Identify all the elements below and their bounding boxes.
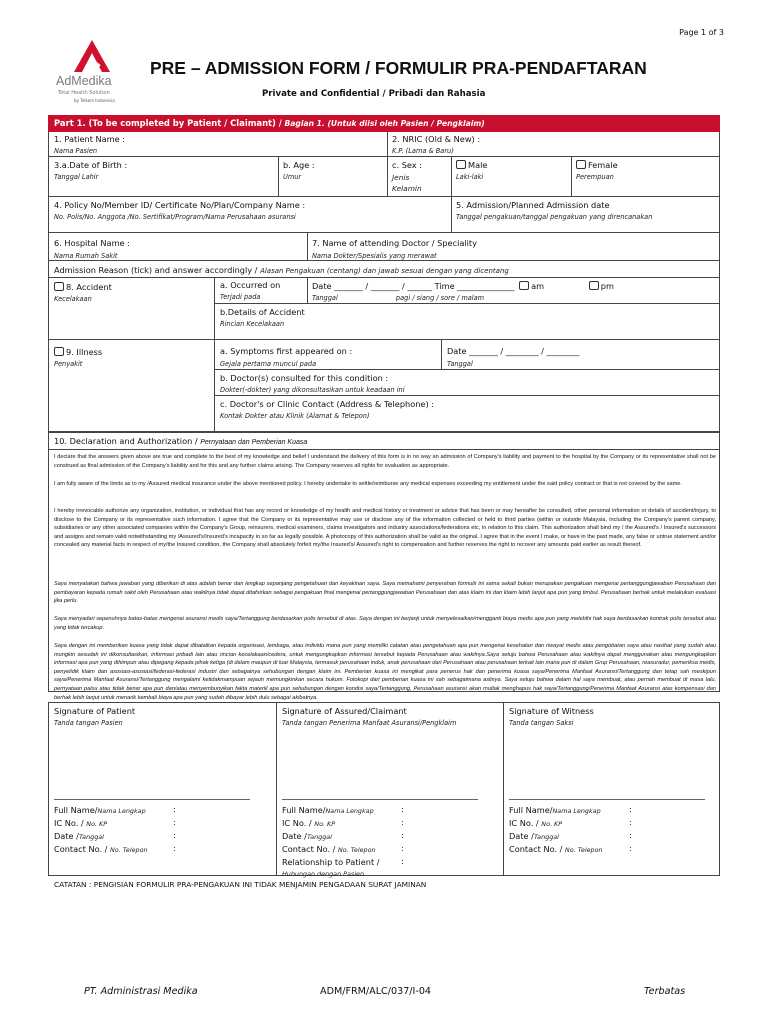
pm-checkbox[interactable] bbox=[589, 281, 599, 290]
assured-name-row[interactable] bbox=[282, 805, 374, 815]
doctor-label: 7. Name of attending Doctor / Speciality bbox=[312, 238, 477, 248]
divider bbox=[441, 339, 442, 369]
colon: : bbox=[629, 805, 632, 814]
divider bbox=[571, 156, 572, 196]
accident-time-sub: pagi / siang / sore / malam bbox=[395, 294, 485, 302]
sex-field bbox=[392, 160, 422, 193]
divider bbox=[451, 196, 452, 232]
occurred-on-field[interactable] bbox=[220, 280, 280, 301]
contact-id: No. Telepon bbox=[338, 846, 376, 854]
page-title: PRE – ADMISSION FORM / FORMULIR PRA-PENDAFTARAN bbox=[150, 58, 647, 78]
admission-date-field[interactable] bbox=[456, 200, 652, 221]
divider bbox=[48, 339, 720, 340]
dob-sub: Tanggal Lahir bbox=[54, 173, 99, 181]
sex-sub-1: Jenis bbox=[392, 173, 410, 182]
colon: : bbox=[173, 805, 176, 814]
witness-contact-row[interactable] bbox=[509, 844, 603, 854]
part1-id: Bagian 1. (Untuk diisi oleh Pasien / Pengklaim) bbox=[284, 119, 485, 128]
signature-frame bbox=[48, 702, 720, 876]
colon: : bbox=[173, 844, 176, 853]
female-label: Female bbox=[588, 160, 618, 170]
symptoms-date-field[interactable] bbox=[447, 346, 579, 368]
occurred-on-sub: Terjadi pada bbox=[220, 293, 261, 301]
date-en: Date / bbox=[509, 831, 534, 841]
page-subtitle: Private and Confidential / Pribadi dan Rahasia bbox=[262, 89, 486, 99]
contact-en: Contact No. / bbox=[509, 844, 563, 854]
divider bbox=[214, 277, 215, 339]
divider bbox=[387, 132, 388, 156]
assured-signature-title: Signature of Assured/Claimant bbox=[282, 706, 407, 716]
policy-label: 4. Policy No/Member ID/ Certificate No/Plan/Company Name : bbox=[54, 200, 306, 210]
nric-label: 2. NRIC (Old & New) : bbox=[392, 134, 481, 144]
admedika-logo bbox=[56, 40, 128, 106]
declaration-paragraph: Saya dengan ini memberikan kuasa yang tidak dapat dibatalkan kepada organisasi, lembaga, atau individu mana pun yang memiliki catatan atau pengetahuan apa pun mengenai kesehatan dan riwayat medis atau pengobatan saya atau nasihat yang sudah atau mungkin sesudah ini dikonsultasikan, informasi pribadi lain atau rincian kecelakaan/cedera, untuk mengungkapkan informasi tersebut kepada Perusahaan atau wakilnya.Saya setuju bahwa Perusahaan atau wakilnya dapat menggunakan atau mengungkapkan informasi apa pun yang dihimpun atau dipegang kepada pihak ketiga (di dalam maupun di luar Malaysia, termasuk perusahaan induk, anak perusahaan dari Perusahaan atau perusahaan terkait lain mana pun di dalam Grup Perusahaan, reasuradur, pemeriksa medis, penyelidik klaim dan asosiasi-asosiasi/federasi-federasi industri dan sebagainya sehubungan dengan klaim ini. Pemberian kuasa ini mengikat para penerus hak dan penerima kuasa saya/Penerima Manfaat Asuransi/Tertanggung dan tetap sah meskipun saya/Penerima Manfaat Asuransi/Tertanggung mengalami ketidakmampuan sejauh memungkinkan secara hukum. Fotokopi dari pemberian kuasa ini sah sebagaimana aslinya. Saya setuju bahwa dalam hal saya membuat, atau pernah membuat di masa lalu, pernyataan palsu atau tidak benar apa pun dan/atau menyembunyikan fakta materiil apa pun sehubungan dengan kondisi saya/Tertanggung, Perusahaan asuransi akan mutlak menghapus hak saya/Tertanggung/Penerima Manfaat Asuransi atas kompensasi dan berhak lebih lanjut untuk menarik kembali biaya apa pun yang sudah dibayar lebih dulu sebagai akibatnya. bbox=[54, 643, 716, 701]
accident-datetime-field[interactable] bbox=[312, 281, 712, 302]
witness-signature-block[interactable] bbox=[509, 706, 594, 727]
divider bbox=[48, 232, 720, 233]
divider bbox=[48, 277, 720, 278]
accident-date-sub: Tanggal bbox=[312, 294, 338, 302]
dob-label: 3.a.Date of Birth : bbox=[54, 160, 128, 170]
declaration-paragraph: Saya menyadari sepenuhnya batas-batas mengenai asuransi medis saya/Tertanggung berdasarkan polis tersebut di atas. Saya dengan ini berjanji untuk menyelesaikan/mengganti biaya medis apa pun yang melebihi hak saya berdasarkan kontrak polis tersebut atau yang tidak tercakup. bbox=[54, 616, 716, 631]
declaration-en: 10. Declaration and Authorization / bbox=[54, 436, 198, 446]
age-label: b. Age : bbox=[283, 160, 315, 170]
patient-signature-sub: Tanda tangan Pasien bbox=[54, 719, 123, 727]
female-sub: Perempuan bbox=[576, 173, 614, 181]
male-option[interactable] bbox=[456, 160, 487, 181]
footer-code: ADM/FRM/ALC/037/I-04 bbox=[320, 986, 432, 997]
divider bbox=[276, 702, 277, 876]
accident-sub: Kecelakaan bbox=[54, 295, 92, 303]
hospital-label: 6. Hospital Name : bbox=[54, 238, 130, 248]
occurred-on-label: a. Occurred on bbox=[220, 280, 281, 290]
divider bbox=[214, 369, 720, 370]
symptoms-date-sub: Tanggal bbox=[447, 360, 473, 368]
declaration-paragraph: Saya menyatakan bahwa jawaban yang diberikan di atas adalah benar dan lengkap sepanjang pengetahuan dan keyakinan saya. Saya memahami penyerahan formulir ini sama sekali bukan merupakan pengakuan mengenai pertanggungjawaban Perusahaan dan pembayaran kepada rumah sakit oleh Perusahaan atau wakilnya tidak dapat ditafsirkan sebagai pengakuan final mengenai pertanggungjawaban Perusahaan dan atas klaim ini dan klaim lebih lanjut apa pun yang timbul. Perusahaan berhak untuk melakukan evaluasi jika perlu. bbox=[54, 581, 716, 605]
name-en: Full Name/ bbox=[509, 805, 553, 815]
ic-id: No. KP bbox=[541, 820, 563, 828]
age-sub: Umur bbox=[283, 173, 302, 181]
ic-id: No. KP bbox=[86, 820, 108, 828]
admission-date-label: 5. Admission/Planned Admission date bbox=[456, 200, 610, 210]
symptoms-label: a. Symptoms first appeared on : bbox=[220, 346, 353, 356]
accident-date-line: Date _______ / _______ / ______ Time ______________ bbox=[312, 281, 515, 291]
divider bbox=[451, 156, 452, 196]
part1-header bbox=[48, 115, 720, 132]
accident-details-sub: Rincian Kecelakaan bbox=[220, 320, 285, 328]
symptoms-field[interactable] bbox=[220, 346, 352, 368]
name-id: Nama Lengkap bbox=[325, 807, 374, 815]
accident-checkbox[interactable] bbox=[54, 282, 64, 291]
divider bbox=[48, 260, 720, 261]
ic-id: No. KP bbox=[314, 820, 336, 828]
witness-name-row[interactable] bbox=[509, 805, 601, 815]
illness-label: 9. Illness bbox=[66, 347, 103, 357]
hospital-field[interactable] bbox=[54, 238, 130, 260]
doctors-consulted-field[interactable] bbox=[220, 373, 405, 394]
witness-signature-title: Signature of Witness bbox=[509, 706, 594, 716]
illness-option[interactable] bbox=[54, 347, 102, 368]
female-option[interactable] bbox=[576, 160, 618, 181]
divider bbox=[48, 196, 720, 197]
colon: : bbox=[401, 857, 404, 866]
am-checkbox[interactable] bbox=[519, 281, 529, 290]
assured-contact-row[interactable] bbox=[282, 844, 376, 854]
date-en: Date / bbox=[282, 831, 307, 841]
accident-details-label: b.Details of Accident bbox=[220, 307, 305, 317]
accident-option[interactable] bbox=[54, 282, 112, 303]
relationship-id: Hubungan dengan Pasien bbox=[282, 870, 365, 878]
male-checkbox[interactable] bbox=[456, 160, 466, 169]
footer-classification: Terbatas bbox=[644, 986, 686, 997]
note-text: CATATAN : PENGISIAN FORMULIR PRA-PENGAKUAN INI TIDAK MENJAMIN PENGADAAN SURAT JAMINAN bbox=[54, 880, 427, 889]
colon: : bbox=[629, 818, 632, 827]
sex-sub-2: Kelamin bbox=[392, 184, 422, 193]
patient-ic-row[interactable] bbox=[54, 818, 107, 828]
logo-brand: AdMedika bbox=[56, 74, 112, 88]
date-en: Date / bbox=[54, 831, 79, 841]
doctors-consulted-sub: Dokter(-dokter) yang dikonsultasikan untuk keadaan ini bbox=[220, 386, 405, 394]
date-id: Tanggal bbox=[78, 833, 104, 841]
symptoms-sub: Gejala pertama muncul pada bbox=[220, 360, 317, 368]
contact-en: Contact No. / bbox=[282, 844, 336, 854]
relationship-en: Relationship to Patient / bbox=[282, 857, 380, 867]
declaration-id: Pernyataan dan Pemberian Kuasa bbox=[200, 439, 308, 446]
patient-name-row[interactable] bbox=[54, 805, 146, 815]
divider bbox=[214, 395, 720, 396]
ic-en: IC No. / bbox=[54, 818, 84, 828]
admission-reason bbox=[54, 265, 509, 275]
dob-field[interactable] bbox=[54, 160, 127, 181]
divider bbox=[214, 339, 215, 431]
witness-signature-sub: Tanda tangan Saksi bbox=[509, 719, 574, 727]
female-checkbox[interactable] bbox=[576, 160, 586, 169]
contact-en: Contact No. / bbox=[54, 844, 108, 854]
divider bbox=[503, 702, 504, 876]
divider bbox=[214, 303, 720, 304]
colon: : bbox=[173, 831, 176, 840]
page-number: Page 1 of 3 bbox=[679, 28, 724, 37]
ic-en: IC No. / bbox=[282, 818, 312, 828]
patient-name-label: 1. Patient Name : bbox=[54, 134, 126, 144]
age-field[interactable] bbox=[283, 160, 315, 181]
illness-checkbox[interactable] bbox=[54, 347, 64, 356]
pm-label: pm bbox=[600, 281, 614, 291]
part1-en: Part 1. (To be completed by Patient / Claimant) / bbox=[54, 118, 282, 128]
witness-date-row[interactable] bbox=[509, 831, 559, 841]
patient-contact-row[interactable] bbox=[54, 844, 148, 854]
assured-date-row[interactable] bbox=[282, 831, 332, 841]
witness-ic-row[interactable] bbox=[509, 818, 562, 828]
name-id: Nama Lengkap bbox=[552, 807, 601, 815]
logo-tagline: Total Health Solution bbox=[58, 90, 110, 96]
colon: : bbox=[401, 831, 404, 840]
contact-id: No. Telepon bbox=[110, 846, 148, 854]
nric-field[interactable] bbox=[392, 134, 480, 155]
policy-field[interactable] bbox=[54, 200, 305, 221]
declaration-paragraph: I hereby irrevocable authorize any organization, institution, or individual that has any record or knowledge of my health and medical history or treatment or advice that has been or may hereafter be consulted, other personal information or details of accident/injury, to disclose to the Company or its representative such information. I agree that the Company or its representative may use or disclose any of the information collected or held to third parties (within or outside Malaysia, including the Company's parent company, subsidiaries or any other associated companies within the Company's Group, reinsurers, medical examiners, claims investigators and industry associations/federations etc, in relation to this claim. This authorization shall bind my / the Assured's / Insured's successors and assigns and remain valid notwithstanding my /Assured's/Insured's incapacity in so far as legally possible. A photocopy of this authorization shall be valid as the original. I agree that in the event I make, or have in the past made, any false or untrue statement and/or concealed any material facts in respect of my/the Insured condition, the Company shall absolutely forfeit my/the Insured's/ Assured's right to compensation and further reserves the right to recover any amounts paid earlier as result thereof. bbox=[54, 508, 716, 549]
signature-line bbox=[54, 799, 250, 800]
accident-details-field[interactable] bbox=[220, 307, 305, 328]
symptoms-date-label: Date _______ / ________ / ________ bbox=[447, 346, 580, 356]
divider bbox=[307, 232, 308, 260]
assured-signature-sub: Tanda tangan Penerima Manfaat Asuransi/Pengklaim bbox=[282, 719, 457, 727]
policy-sub: No. Polis/No. Anggota /No. Sertifikat/Program/Nama Perusahaan asuransi bbox=[54, 213, 296, 221]
clinic-contact-field[interactable] bbox=[220, 399, 434, 420]
colon: : bbox=[629, 831, 632, 840]
date-id: Tanggal bbox=[306, 833, 332, 841]
male-label: Male bbox=[468, 160, 488, 170]
clinic-contact-sub: Kontak Dokter atau Klinik (Alamat & Telepon) bbox=[220, 412, 370, 420]
reason-id: Alasan Pengakuan (centang) dan jawab sesuai dengan yang dicentang bbox=[260, 267, 509, 275]
patient-name-field[interactable] bbox=[54, 134, 125, 155]
patient-signature-block[interactable] bbox=[54, 706, 135, 727]
hospital-sub: Nama Rumah Sakit bbox=[54, 252, 118, 260]
contact-id: No. Telepon bbox=[565, 846, 603, 854]
date-id: Tanggal bbox=[533, 833, 559, 841]
divider bbox=[307, 277, 308, 303]
signature-line bbox=[509, 799, 705, 800]
ic-en: IC No. / bbox=[509, 818, 539, 828]
clinic-contact-label: c. Doctor's or Clinic Contact (Address & Telephone) : bbox=[220, 399, 435, 409]
sex-label: c. Sex : bbox=[392, 160, 423, 170]
patient-signature-title: Signature of Patient bbox=[54, 706, 136, 716]
name-en: Full Name/ bbox=[282, 805, 326, 815]
declaration-paragraph: I declare that the answers given above are true and complete to the best of my knowledge and belief I understand the delivery of this form is in no way an admission of Company's liability and payment to the hospital by the Company or its representative shall not be construed as final admission of the Company's liability and for this and any further claims arising. The Company reserves all rights for evaluation as appropriate. bbox=[54, 454, 716, 469]
colon: : bbox=[401, 818, 404, 827]
colon: : bbox=[401, 805, 404, 814]
signature-line bbox=[282, 799, 478, 800]
divider bbox=[48, 156, 720, 157]
doctor-field[interactable] bbox=[312, 238, 477, 260]
name-id: Nama Lengkap bbox=[97, 807, 146, 815]
colon: : bbox=[629, 844, 632, 853]
colon: : bbox=[401, 844, 404, 853]
illness-sub: Penyakit bbox=[54, 360, 83, 368]
relationship-row[interactable] bbox=[282, 857, 380, 878]
declaration-paragraph: I am fully aware of the limits as to my /Assured medical insurance under the above mentioned policy. I hereby undertake to settle/reimburse any medical expenses exceeding my entitlement under the said policy contract or that is not covered by the same. bbox=[54, 481, 682, 487]
divider bbox=[48, 449, 720, 450]
doctors-consulted-label: b. Doctor(s) consulted for this condition : bbox=[220, 373, 389, 383]
am-label: am bbox=[531, 281, 545, 291]
assured-signature-block[interactable] bbox=[282, 706, 456, 727]
logo-mark-icon bbox=[72, 40, 112, 74]
logo-parent: by Telkom Indonesia bbox=[74, 98, 115, 103]
declaration-heading bbox=[54, 436, 307, 446]
assured-ic-row[interactable] bbox=[282, 818, 335, 828]
divider bbox=[387, 156, 388, 196]
reason-en: Admission Reason (tick) and answer accordingly / bbox=[54, 265, 258, 275]
admission-date-sub: Tanggal pengakuan/tanggal pengakuan yang direncanakan bbox=[456, 213, 653, 221]
doctor-sub: Nama Dokter/Spesialis yang merawat bbox=[312, 252, 437, 260]
footer-company: PT. Administrasi Medika bbox=[84, 986, 198, 997]
male-sub: Laki-laki bbox=[456, 173, 484, 181]
name-en: Full Name/ bbox=[54, 805, 98, 815]
accident-label: 8. Accident bbox=[66, 282, 112, 292]
colon: : bbox=[173, 818, 176, 827]
nric-sub: K.P. (Lama & Baru) bbox=[392, 147, 454, 155]
divider bbox=[278, 156, 279, 196]
patient-date-row[interactable] bbox=[54, 831, 104, 841]
patient-name-sub: Nama Pasien bbox=[54, 147, 98, 155]
